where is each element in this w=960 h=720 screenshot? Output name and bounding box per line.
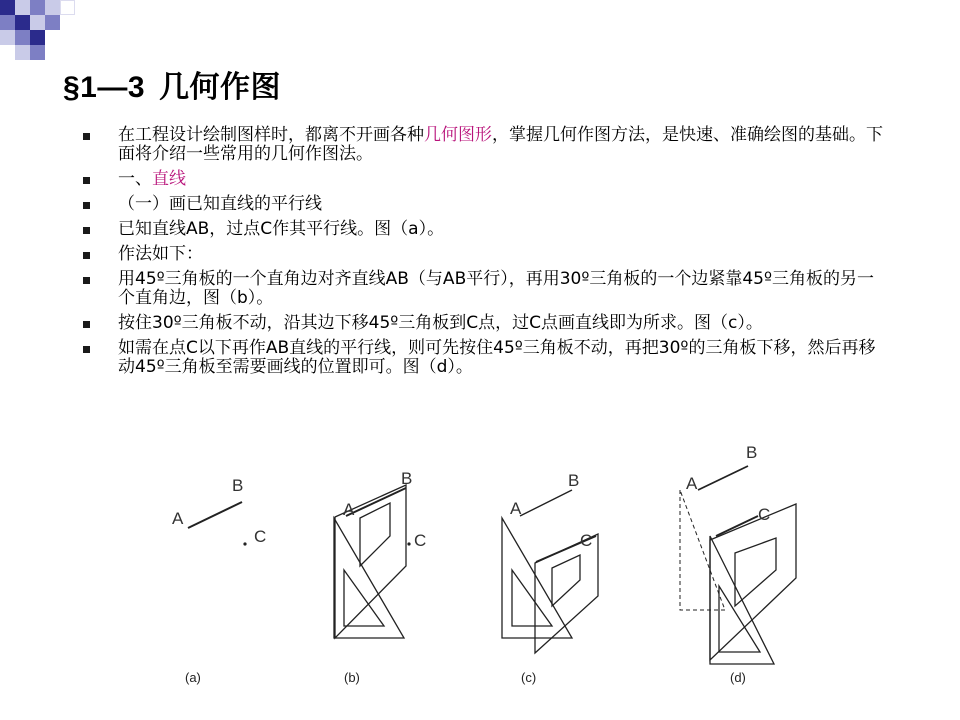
bullet-text [118,314,890,333]
text-segment: （一）画已知直线的平行线 [118,194,322,214]
bullet-text [118,195,890,214]
label-a: A [510,499,522,518]
construction-figures [150,438,810,698]
text-segment: ，掌握几何作图方法，是快速、准确绘图的基础。下面将介绍一些常用的几何作图法。 [118,125,883,164]
bullet-item [80,220,890,239]
bullet-text [118,170,890,189]
bullet-text [118,245,890,264]
label-c: C [254,527,267,546]
text-segment: 如需在点C以下再作AB直线的平行线，则可先按住45º三角板不动，再把30º的三角板下移，然后再移动45º三角板至需要画线的位置即可。图（d）。 [118,338,876,377]
section-mark: §1—3 [63,71,146,104]
triangle-45-inner [735,538,776,606]
line-ab [346,488,406,516]
triangle-45-inner [360,503,390,566]
text-segment: 用45º三角板的一个直角边对齐直线AB（与AB平行），再用30º三角板的一个边紧靠45º三角板的另一个直角边，图（b）。 [118,269,875,308]
label-a: A [343,500,355,519]
bullet-text [118,270,890,308]
figure-b [334,469,426,638]
label-c: C [758,505,771,524]
highlight-term: 直线 [152,169,186,189]
bullet-text [118,126,890,164]
line-ab [520,490,572,516]
bullet-list [80,126,890,383]
label-b: B [232,476,244,495]
label-b: B [746,443,758,462]
label-b: B [401,469,413,488]
bullet-text [118,339,890,377]
triangle-30-inner [512,570,552,626]
label-b: B [568,471,580,490]
caption-a: (a) [185,670,201,685]
bullet-square-icon [83,227,90,234]
triangle-30-dashed [680,490,725,610]
caption-b: (b) [344,670,360,685]
triangle-30-inner [344,570,384,626]
bullet-item [80,339,890,377]
figure-c [502,471,598,653]
bullet-square-icon [83,133,90,140]
bullet-square-icon [83,202,90,209]
bullet-text [118,220,890,239]
corner-decoration [0,0,80,60]
text-segment: 按住30º三角板不动，沿其边下移45º三角板到C点，过C点画直线即为所求。图（c）。 [118,313,763,333]
text-segment: 在工程设计绘制图样时，都离不开画各种 [118,125,424,145]
bullet-item [80,270,890,308]
highlight-term: 几何图形 [424,125,492,145]
line-ab [698,466,748,490]
line-ab [188,502,242,528]
triangle-45 [535,534,598,653]
bullet-square-icon [83,252,90,259]
bullet-item [80,245,890,264]
label-a: A [172,509,184,528]
text-segment: 作法如下： [118,244,203,264]
title-text: 几何作图 [159,71,282,104]
bullet-square-icon [83,177,90,184]
caption-d: (d) [730,670,746,685]
text-segment: 已知直线AB，过点C作其平行线。图（a）。 [118,219,445,239]
caption-c: (c) [521,670,537,685]
figure-d [680,443,796,664]
bullet-item [80,195,890,214]
bullet-item [80,314,890,333]
triangle-45-inner [552,555,580,606]
slide-title [63,62,281,106]
bullet-square-icon [83,321,90,328]
bullet-item [80,126,890,164]
bullet-square-icon [83,346,90,353]
point-c [243,542,246,545]
bullet-item [80,170,890,189]
label-a: A [686,474,698,493]
label-c: C [580,531,593,550]
parallel-line [716,516,758,536]
triangle-45 [710,504,796,660]
text-segment: 一、 [118,169,152,189]
bullet-square-icon [83,277,90,284]
label-c: C [414,531,427,550]
point-c [407,542,410,545]
figures-area [150,438,810,698]
figure-a [172,476,266,546]
